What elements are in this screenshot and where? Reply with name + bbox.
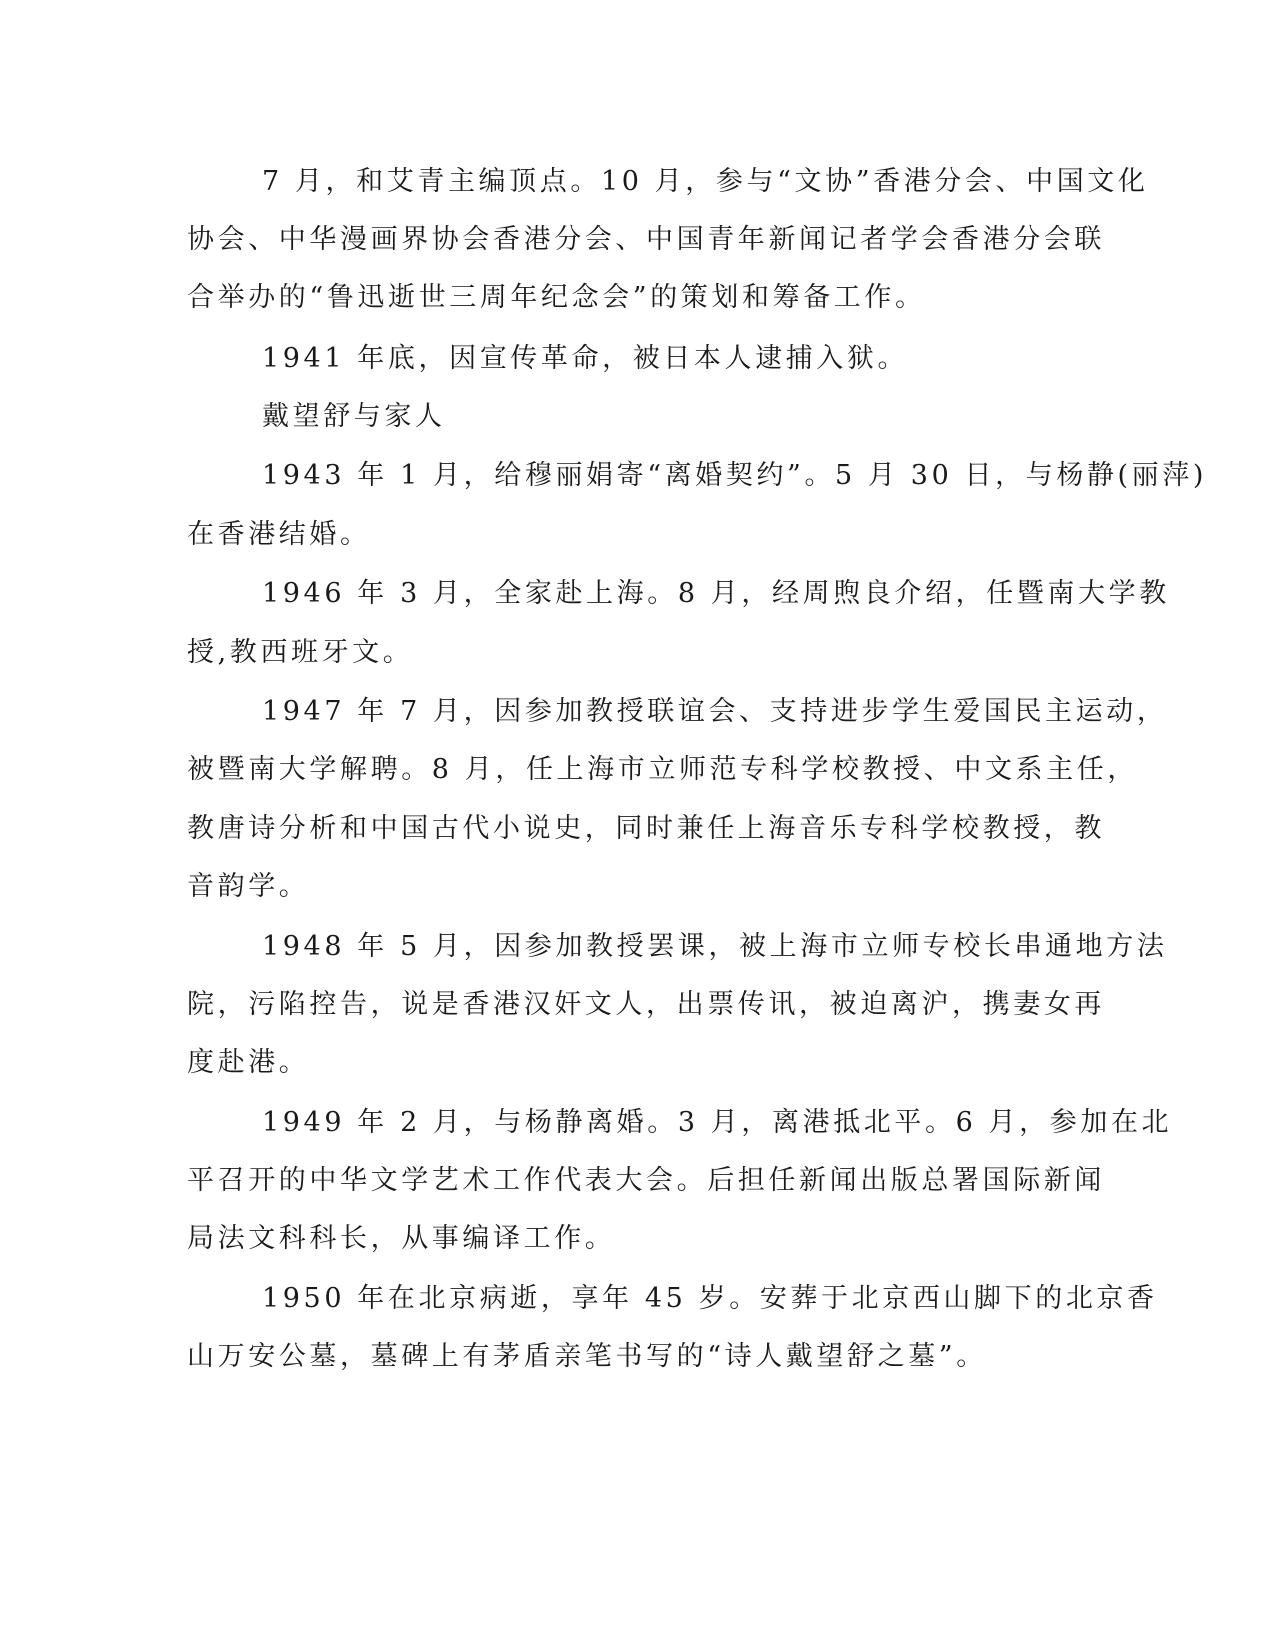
text-line: 1949 年 2 月，与杨静离婚。3 月，离港抵北平。6 月，参加在北	[262, 1107, 1173, 1138]
text-line: 1941 年底，因宣传革命，被日本人逮捕入狱。	[262, 343, 909, 374]
text-line: 度赴港。	[187, 1047, 310, 1078]
text-line: 山万安公墓，墓碑上有茅盾亲笔书写的“诗人戴望舒之墓”。	[187, 1341, 987, 1372]
text-line: 教唐诗分析和中国古代小说史，同时兼任上海音乐专科学校教授，教	[187, 813, 1105, 844]
text-line: 授,教西班牙文。	[187, 637, 414, 668]
text-line: 1946 年 3 月，全家赴上海。8 月，经周煦良介绍，任暨南大学教	[262, 578, 1170, 609]
text-line: 平召开的中华文学艺术工作代表大会。后担任新闻出版总署国际新闻	[187, 1165, 1105, 1196]
text-line: 戴望舒与家人	[262, 401, 446, 432]
text-line: 1947 年 7 月，因参加教授联谊会、支持进步学生爱国民主运动，	[262, 696, 1168, 727]
text-line: 协会、中华漫画界协会香港分会、中国青年新闻记者学会香港分会联	[187, 224, 1105, 255]
text-line: 院，污陷控告，说是香港汉奸文人，出票传讯，被迫离沪，携妻女再	[187, 989, 1105, 1020]
text-line: 1943 年 1 月，给穆丽娟寄“离婚契约”。5 月 30 日，与杨静(丽萍)	[262, 460, 1207, 491]
text-line: 1948 年 5 月，因参加教授罢课，被上海市立师专校长串通地方法	[262, 931, 1168, 962]
text-line: 音韵学。	[187, 871, 310, 902]
text-line: 被暨南大学解聘。8 月，任上海市立师范专科学校教授、中文系主任，	[187, 754, 1138, 785]
text-line: 局法文科科长，从事编译工作。	[187, 1223, 616, 1254]
text-line: 合举办的“鲁迅逝世三周年纪念会”的策划和筹备工作。	[187, 282, 926, 313]
text-line: 7 月，和艾青主编顶点。10 月，参与“文协”香港分会、中国文化	[262, 166, 1149, 197]
text-line: 1950 年在北京病逝，享年 45 岁。安葬于北京西山脚下的北京香	[262, 1283, 1158, 1314]
text-line: 在香港结婚。	[187, 519, 371, 550]
